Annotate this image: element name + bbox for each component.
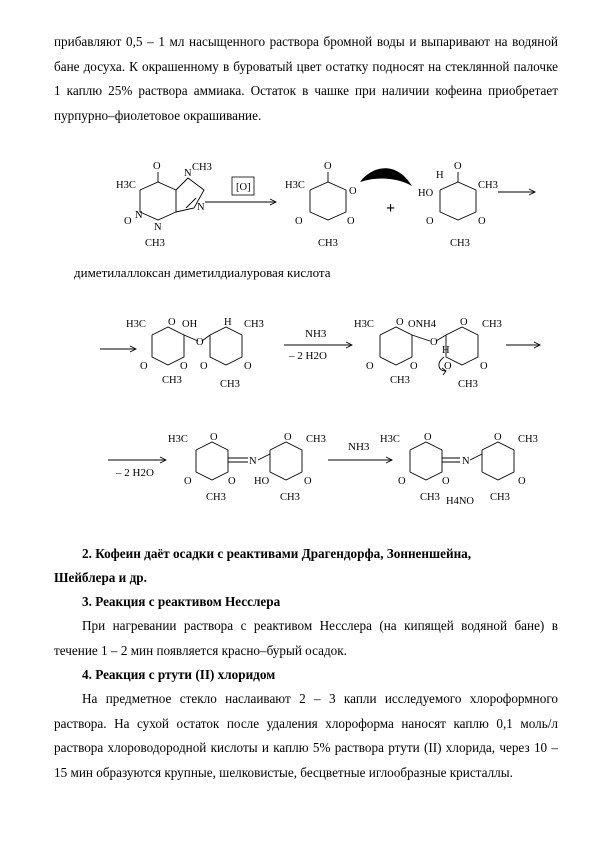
atom-label: N bbox=[135, 210, 143, 221]
atom-label: O bbox=[284, 432, 292, 443]
atom-label: CH3 bbox=[244, 319, 264, 330]
atom-label: H bbox=[442, 345, 450, 356]
atom-label: O bbox=[347, 216, 355, 227]
atom-label: H4NO bbox=[446, 496, 474, 507]
atom-label: CH3 bbox=[390, 375, 410, 386]
atom-label: OH bbox=[182, 319, 198, 330]
atom-label: O bbox=[518, 476, 526, 487]
atom-label: NH3 bbox=[305, 328, 327, 340]
atom-label: H3C bbox=[354, 319, 374, 330]
atom-label: O bbox=[228, 476, 236, 487]
atom-label: H3C bbox=[126, 319, 146, 330]
caffeine-structure bbox=[116, 161, 212, 249]
atom-label: NH3 bbox=[348, 441, 370, 453]
atom-label: O bbox=[324, 161, 332, 172]
atom-label: O bbox=[168, 317, 176, 328]
atom-label: CH3 bbox=[518, 434, 538, 445]
section-4-heading: 4. Реакция с ртути (II) хлоридом bbox=[82, 667, 276, 682]
atom-label: O bbox=[184, 476, 192, 487]
atom-label: H bbox=[224, 317, 232, 328]
atom-label: H bbox=[436, 170, 444, 181]
atom-label: O bbox=[494, 432, 502, 443]
atom-label: O bbox=[480, 361, 488, 372]
plus-sign: + bbox=[386, 200, 396, 217]
atom-label: CH3 bbox=[482, 319, 502, 330]
atom-label: CH3 bbox=[280, 492, 300, 503]
section-2-heading: 2. Кофеин даёт осадки с реактивами Драгендорфа, Зонненшейна, bbox=[82, 546, 472, 561]
atom-label: CH3 bbox=[192, 162, 212, 173]
atom-label: O bbox=[398, 476, 406, 487]
atom-label: O bbox=[366, 361, 374, 372]
atom-label: CH3 bbox=[206, 492, 226, 503]
atom-label: N bbox=[249, 456, 257, 467]
atom-label: – 2 H2O bbox=[289, 350, 327, 362]
atom-label: O bbox=[396, 317, 404, 328]
atom-label: CH3 bbox=[450, 238, 470, 249]
atom-label: O bbox=[153, 161, 161, 172]
ammonia-arrow bbox=[284, 328, 352, 362]
atom-label: CH3 bbox=[306, 434, 326, 445]
atom-label: O bbox=[244, 361, 252, 372]
scheme-caption: диметилаллоксан диметилдиалуровая кислота bbox=[74, 265, 331, 280]
reaction-scheme-row-2 bbox=[0, 305, 594, 400]
atom-label: O bbox=[424, 432, 432, 443]
atom-label: O bbox=[180, 361, 188, 372]
murexide-structure bbox=[380, 432, 538, 507]
atom-label: O bbox=[295, 216, 303, 227]
atom-label: CH3 bbox=[318, 238, 338, 249]
atom-label: O bbox=[444, 361, 452, 372]
atom-label: O bbox=[124, 216, 132, 227]
atom-label: O bbox=[200, 361, 208, 372]
atom-label: CH3 bbox=[490, 492, 510, 503]
dimethyldialuric-acid-structure bbox=[418, 161, 498, 249]
atom-label: H3C bbox=[168, 434, 188, 445]
atom-label: CH3 bbox=[145, 238, 165, 249]
oxidation-arrow bbox=[205, 177, 276, 205]
atom-label: O bbox=[442, 476, 450, 487]
atom-label: N bbox=[154, 222, 162, 233]
intro-paragraph bbox=[54, 30, 558, 128]
section-3-paragraph: При нагревании раствора с реактивом Несслера (на кипящей водяной бане) в течение 1 – 2 мин появляется красно–бурый осадок. bbox=[54, 618, 558, 658]
atom-label: [O] bbox=[236, 182, 251, 193]
atom-label: CH3 bbox=[162, 375, 182, 386]
minus-water-label: – 2 H2O bbox=[116, 467, 154, 479]
atom-label: O bbox=[410, 361, 418, 372]
intro-line: кофеина приобретает пурпурно–фиолетовое окрашивание. bbox=[54, 83, 558, 123]
atom-label: O bbox=[454, 161, 462, 172]
reaction-scheme-row-3 bbox=[0, 420, 594, 520]
atom-label: O bbox=[426, 216, 434, 227]
atom-label: CH3 bbox=[420, 492, 440, 503]
section-4-paragraph: На предметное стекло наслаивают 2 – 3 капли исследуемого хлороформного раствора. На сухой остаток после удаления хлороформа наносят каплю 0,1 моль/л раствора хлороводородной кислоты и каплю 5% раствора ртути (II) хлорида, через 10 – 15 мин образуются крупные, шелковистые, бесцветные иглообразные кристаллы. bbox=[54, 691, 558, 780]
atom-label: CH3 bbox=[458, 379, 478, 390]
atom-label: CH3 bbox=[478, 180, 498, 191]
atom-label: N bbox=[184, 168, 192, 179]
atom-label: O bbox=[140, 361, 148, 372]
ammonium-salt-structure bbox=[354, 317, 502, 390]
atom-label: O bbox=[304, 476, 312, 487]
atom-label: HO bbox=[418, 188, 434, 199]
atom-label: O bbox=[478, 216, 486, 227]
atom-label: O bbox=[349, 186, 357, 197]
section-3-heading: 3. Реакция с реактивом Несслера bbox=[82, 594, 281, 609]
section-2-heading-cont: Шейблера и др. bbox=[54, 570, 147, 585]
atom-label: N bbox=[197, 202, 205, 213]
atom-label: H3C bbox=[380, 434, 400, 445]
atom-label: O bbox=[196, 337, 204, 348]
atom-label: H3C bbox=[116, 180, 136, 191]
reaction-scheme-row-1 bbox=[0, 150, 594, 265]
atom-label: ONH4 bbox=[408, 319, 436, 330]
atom-label: CH3 bbox=[220, 379, 240, 390]
intro-line: прибавляют 0,5 – 1 мл насыщенного раствора бромной воды и выпаривают на bbox=[54, 34, 508, 49]
intro-line: водяной бане досуха. К окрашенному в буроватый цвет остатку подносят на bbox=[54, 34, 558, 74]
atom-label: H3C bbox=[285, 180, 305, 191]
atom-label: N bbox=[462, 456, 470, 467]
condensation-product-structure bbox=[126, 317, 264, 390]
atom-label: O bbox=[210, 432, 218, 443]
atom-label: HO bbox=[254, 476, 270, 487]
atom-label: O bbox=[430, 337, 438, 348]
murexide-acid-structure bbox=[168, 432, 326, 503]
intro-line: стеклянной палочке 1 каплю 25% раствора аммиака. Остаток в чашке при наличии bbox=[54, 58, 558, 98]
atom-label: O bbox=[460, 317, 468, 328]
